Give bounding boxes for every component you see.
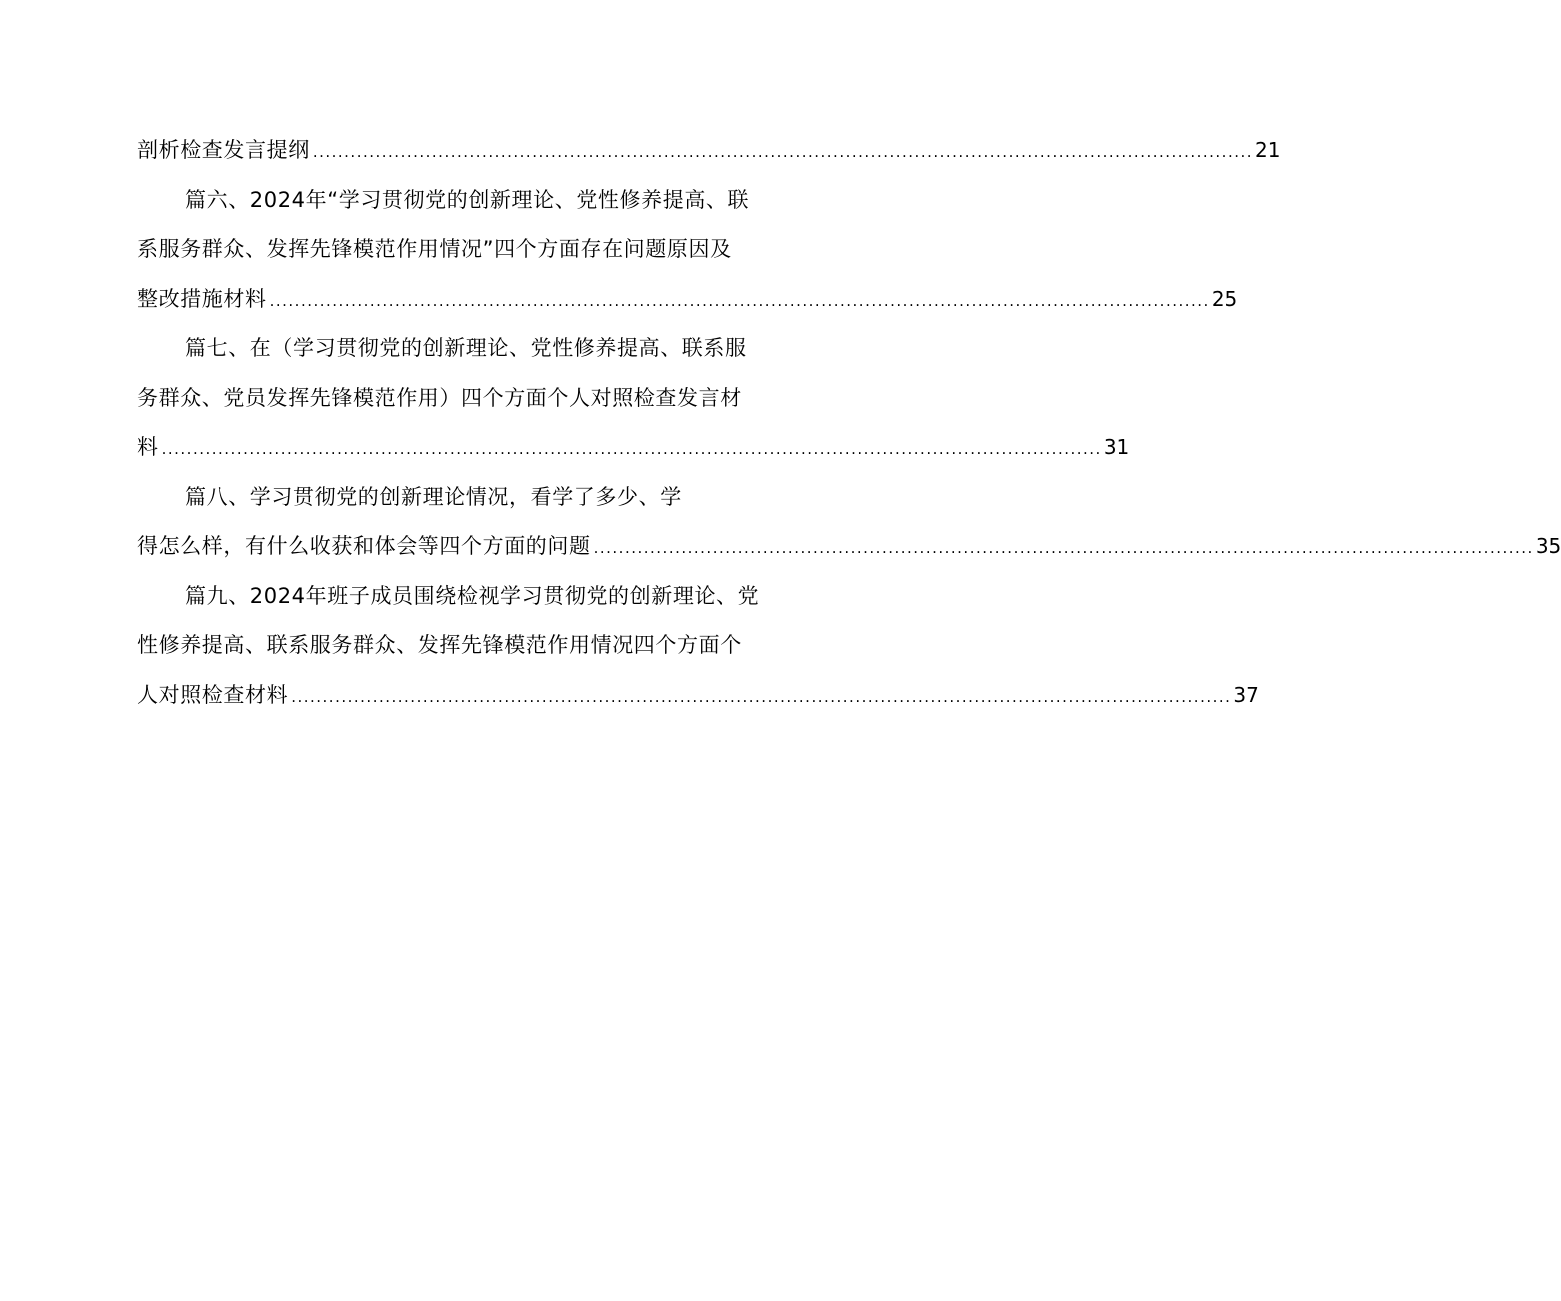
toc-entry-line[interactable]: [137, 522, 1561, 572]
toc-entry-line[interactable]: [137, 473, 787, 523]
toc-entry-text: 篇九、2024年班子成员围绕检视学习贯彻党的创新理论、党: [185, 583, 760, 608]
toc-entry-text: 篇七、在（学习贯彻党的创新理论、党性修养提高、联系服: [185, 336, 747, 360]
toc-entry-line[interactable]: [137, 176, 787, 226]
toc-entry-line[interactable]: [137, 572, 787, 622]
toc-entry-line[interactable]: [137, 423, 1130, 473]
toc-page-number: 35: [1535, 534, 1561, 558]
toc-entry-text: 篇八、学习贯彻党的创新理论情况，看学了多少、学: [185, 484, 682, 509]
toc-entry-text: 系服务群众、发挥先锋模范作用情况”四个方面存在问题原因及: [137, 237, 732, 261]
toc-entry-text: 料: [137, 435, 159, 459]
toc-entry-text: 人对照检查材料: [137, 682, 289, 707]
toc-leader-dots: ......................................................................................................................................................: [161, 440, 1102, 458]
toc-page-number: 25: [1211, 286, 1238, 311]
toc-page-number: 31: [1103, 435, 1130, 459]
toc-entry-text: 篇六、2024年“学习贯彻党的创新理论、党性修养提高、联: [185, 187, 750, 212]
toc-entry-line[interactable]: [137, 126, 1281, 176]
toc-entry-line[interactable]: [137, 621, 787, 671]
toc-leader-dots: ......................................................................................................................................................: [291, 687, 1232, 706]
toc-entry-line[interactable]: [137, 671, 1259, 721]
toc-entry-text: 整改措施材料: [137, 286, 267, 311]
toc-entry-line[interactable]: [137, 275, 1238, 325]
toc-entry-line[interactable]: [137, 324, 787, 374]
toc-entry-text: 剖析检查发言提纲: [137, 138, 310, 162]
toc-leader-dots: ......................................................................................................................................................: [593, 539, 1534, 557]
toc-page-number: 21: [1255, 138, 1281, 162]
toc-entry-line[interactable]: [137, 374, 787, 424]
toc-entry-text: 务群众、党员发挥先锋模范作用）四个方面个人对照检查发言材: [137, 385, 742, 410]
toc-entry-text: 得怎么样，有什么收获和体会等四个方面的问题: [137, 534, 591, 558]
toc-entry-text: 性修养提高、联系服务群众、发挥先锋模范作用情况四个方面个: [137, 633, 742, 657]
table-of-contents: [137, 126, 1561, 720]
toc-leader-dots: ......................................................................................................................................................: [269, 291, 1210, 310]
toc-leader-dots: ......................................................................................................................................................: [312, 143, 1254, 161]
toc-entry-line[interactable]: [137, 225, 787, 275]
toc-page-number: 37: [1233, 682, 1259, 707]
